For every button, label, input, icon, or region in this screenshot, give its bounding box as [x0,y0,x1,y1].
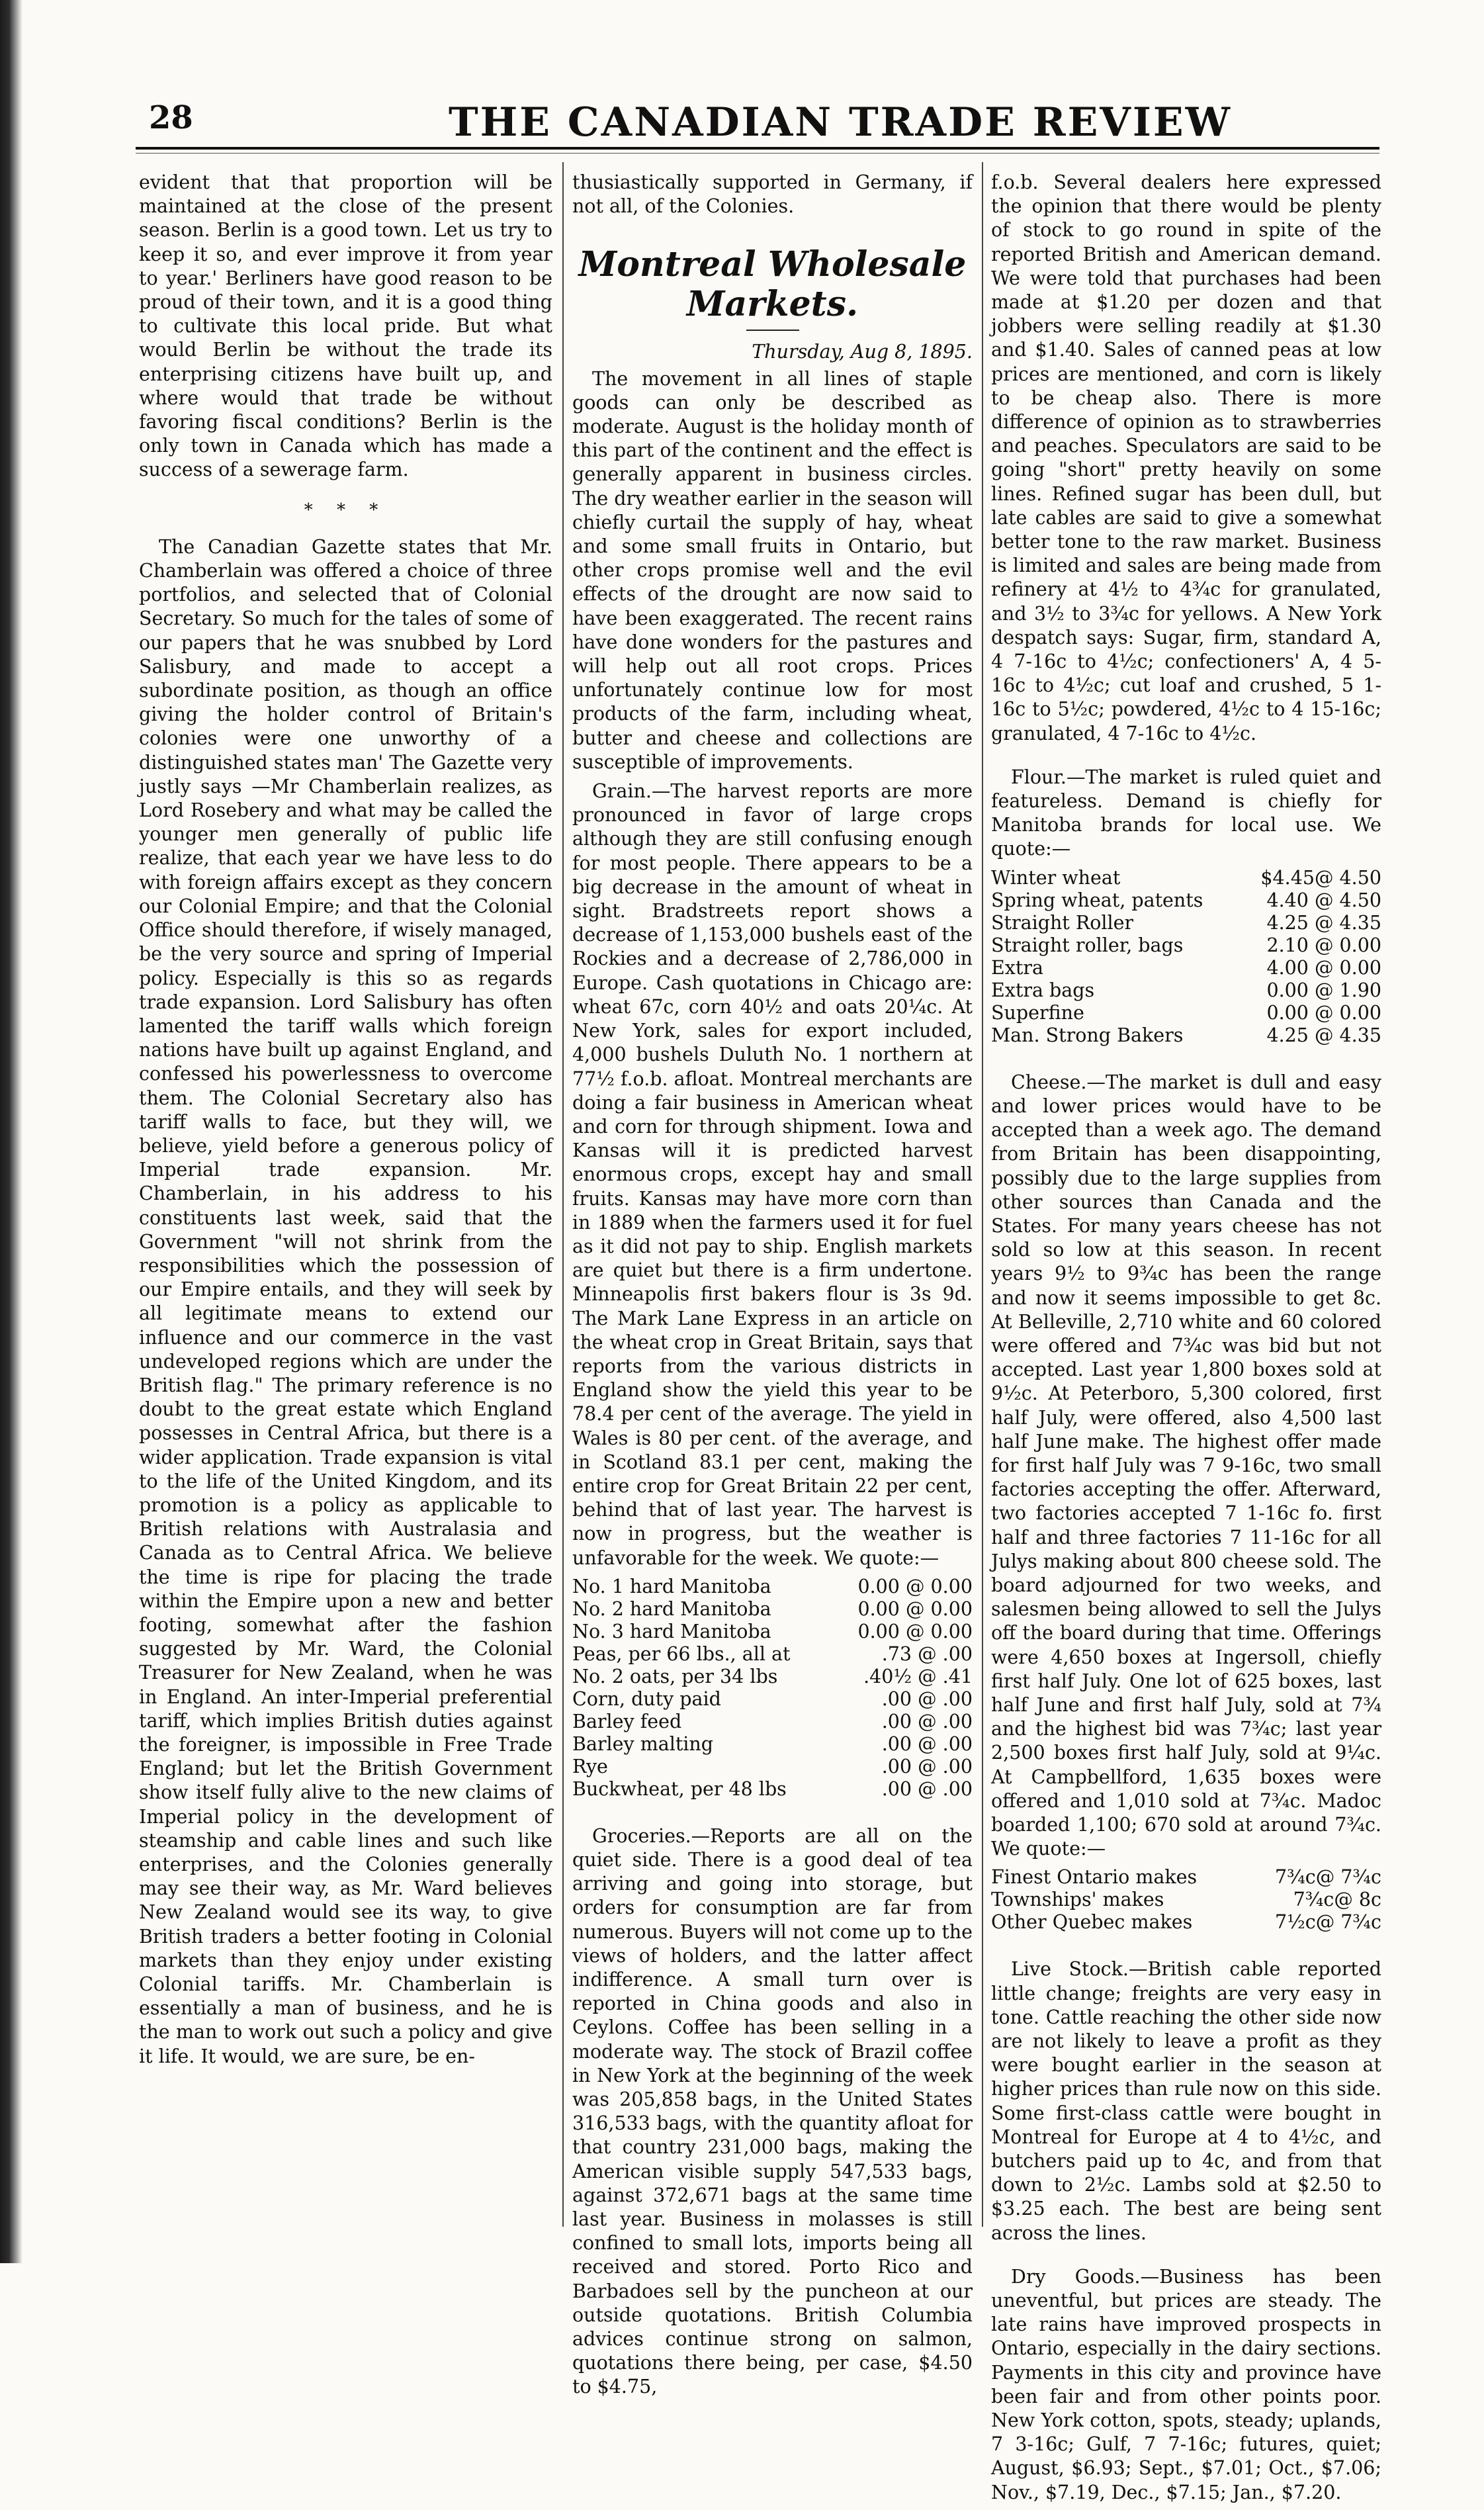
column-divider [562,162,564,2227]
column-middle [572,171,973,2405]
price-value: 7¾c@ 8c [1293,1889,1381,1911]
price-row [572,1598,973,1621]
price-value: 0.00 @ 0.00 [857,1597,973,1620]
price-value: .00 @ .00 [881,1710,973,1732]
price-item: No. 3 hard Manitoba [572,1620,771,1642]
price-item: Superfine [991,1001,1084,1024]
price-value: 0.00 @ 0.00 [857,1620,973,1642]
price-item: Spring wheat, patents [991,889,1203,911]
grain-price-list [572,1576,973,1801]
price-value: 7½c@ 7¾c [1275,1911,1381,1934]
price-value: 0.00 @ 1.90 [1266,979,1381,1001]
price-item: Buckwheat, per 48 lbs [572,1777,787,1800]
paragraph: thusiastically supported in Germany, if not all, of the Colonies. [572,171,973,218]
price-item: Man. Strong Bakers [991,1024,1184,1046]
price-value: 4.25 @ 4.35 [1266,1024,1381,1046]
price-row [572,1756,973,1778]
price-value: .00 @ .00 [881,1687,973,1710]
cheese-price-list [991,1866,1381,1934]
page-number: 28 [149,99,193,136]
paragraph: evident that that proportion will be maintained at the close of the present season. Berlin is a good town. Let us try to keep it so, and ever improve it from year to year.' Berliners have good reason to be proud of their town, and it is a good thing to cultivate this local pride. But what would Berlin be without the trade its enterprising citizens have built up, and where would that trade be without favoring fiscal conditions? Berlin is the only town in Canada which has made a success of a sewerage farm. [139,171,552,481]
paragraph: The Canadian Gazette states that Mr. Chamberlain was offered a choice of three portfolios, and selected that of Colonial Secretary. So much for the tales of some of our papers that he was snubbed by Lord Salisbury, and made to accept a subordinate position, as though an office giving the holder control of Britain's colonies were one unworthy of a distinguished states man' The Gazette very justly says —Mr Chamberlain realizes, as Lord Rosebery and what may be called the younger men generally of public life realize, that each year we have less to do with foreign affairs except as they concern our Colonial Empire; and that the Colonial Office should therefore, if wisely managed, be the very source and spring of Imperial policy. Especially is this so as regards trade expansion. Lord Salisbury has often lamented the tariff walls which foreign nations have built up against England, and confessed his powerlessness to overcome them. The Colonial Secretary also has tariff walls to face, but they will, we believe, yield before a generous policy of Imperial trade expansion. Mr. Chamberlain, in his address to his constituents last week, said that the Government "will not shrink from the responsibilities which the possession of our Empire entails, and they will seek by all legitimate means to extend our influence and our commerce in the vast undeveloped regions which are under the British flag." The primary reference is no doubt to the great estate which England possesses in Central Africa, but there is a wider application. Trade expansion is vital to the life of the United Kingdom, and its promotion is a policy as applicable to British relations with Australasia and Canada as to Central Africa. We believe the time is ripe for placing the trade within the Empire upon a new and better footing, somewhat after the fashion suggested by Mr. Ward, the Colonial Treasurer for New Zealand, when he was in England. An inter-Imperial preferential tariff, which implies British duties against the foreigner, is impossible in Free Trade England; but let the British Government show itself fully alive to the new claims of Imperial policy in the development of steamship and cable lines and such like enterprises, and the Colonies generally may see their way, as Mr. Ward believes New Zealand would see its way, to give British traders a better footing in Colonial markets than they enjoy under existing Colonial tariffs. Mr. Chamberlain is essentially a man of business, and he is the man to work out such a policy and give it life. It would, we are sure, be en- [139,535,552,2067]
price-row [991,957,1381,979]
price-value: 7¾c@ 7¾c [1275,1866,1381,1889]
price-row [572,1711,973,1733]
price-row [991,867,1381,889]
masthead: THE CANADIAN TRADE REVIEW [448,99,1233,146]
price-row [572,1666,973,1688]
paragraph: f.o.b. Several dealers here expressed the opinion that there would be plenty of stock to go round in spite of the reported British and American demand. We were told that purchases had been made at $1.20 per dozen and that jobbers were selling readily at $1.30 and $1.40. Sales of canned peas at low prices are mentioned, and corn is likely to be cheap also. There is more difference of opinion as to strawberries and peaches. Speculators are said to be going "short" pretty heavily on some lines. Refined sugar has been dull, but late cables are said to give a somewhat better tone to the raw market. Business is limited and sales are being made from refinery at 4½ to 4¾c for granulated, and 3½ to 3¾c for yellows. A New York despatch says: Sugar, firm, standard A, 4 7-16c to 4½c; confectioners' A, 4 5-16c to 4½c; cut loaf and crushed, 5 1-16c to 5½c; powdered, 4½c to 4 15-16c; granulated, 4 7-16c to 4½c. [991,171,1381,744]
price-row [991,1911,1381,1934]
price-value: .73 @ .00 [881,1642,973,1665]
flour-price-list [991,867,1381,1047]
price-row [572,1688,973,1711]
section-separator: * * * [304,500,388,520]
price-value: .00 @ .00 [881,1755,973,1777]
price-item: Finest Ontario makes [991,1866,1198,1889]
price-item: Barley feed [572,1710,682,1732]
price-row [572,1733,973,1756]
price-value: 4.25 @ 4.35 [1266,911,1381,934]
price-row [991,1889,1381,1911]
price-item: Straight roller, bags [991,934,1184,956]
price-row [572,1643,973,1666]
price-row [572,1576,973,1598]
price-row [991,1866,1381,1889]
spacer [991,1943,1381,1957]
price-value: 4.00 @ 0.00 [1266,956,1381,979]
price-value: .00 @ .00 [881,1732,973,1755]
price-item: Other Quebec makes [991,1911,1193,1934]
price-item: No. 2 oats, per 34 lbs [572,1665,778,1687]
price-row [991,1024,1381,1047]
price-value: 2.10 @ 0.00 [1266,934,1381,956]
header-rule-thin [136,153,1379,154]
title-rule [746,330,799,331]
paragraph: Flour.—The market is ruled quiet and featureless. Demand is chiefly for Manitoba brands for local use. We quote:— [991,766,1381,860]
price-row [572,1778,973,1801]
price-row [991,889,1381,912]
price-item: Corn, duty paid [572,1687,721,1710]
price-row [572,1621,973,1643]
price-value: 0.00 @ 0.00 [1266,1001,1381,1024]
spacer [991,1056,1381,1071]
price-item: Barley malting [572,1732,713,1755]
paragraph: Cheese.—The market is dull and easy and lower prices would have to be accepted than a week ago. The demand from Britain has been disappointing, possibly due to the large supplies from other sources than Canada and the States. For many years cheese has not sold so low at this season. In recent years 9½ to 9¾c has been the range and now it seems impossible to get 8c. At Belleville, 2,710 white and 60 colored were offered and 7¾c was bid but not accepted. Last year 1,800 boxes sold at 9½c. At Peterboro, 5,300 colored, first half July, were offered, also 4,500 last half June make. The highest offer made for first half July was 7 9-16c, two small factories accepting the offer. Afterward, two factories accepted 7 1-16c fo. first half and three factories 7 11-16c for all Julys making about 800 cheese sold. The board adjourned for two weeks, and salesmen being allowed to sell the Julys off the board during that time. Offerings were 4,650 boxes at Ingersoll, chiefly first half July. One lot of 625 boxes, last half June and first half July, sold at 7¾ and the highest bid was 7¾c; last year 2,500 boxes first half July, sold at 9¼c. At Campbellford, 1,635 boxes were offered and 1,010 sold at 7¾c. Madoc boarded 1,100; 670 sold at around 7¾c. We quote:— [991,1071,1381,1860]
price-item: Extra [991,956,1043,979]
spacer [991,751,1381,766]
price-item: Winter wheat [991,866,1121,889]
column-right [991,171,1381,2510]
paragraph: Live Stock.—British cable reported little change; freights are very easy in tone. Cattle reaching the other side now are not likely to leave a profit as they were bought earlier in the season at higher prices than rule now on this side. Some first-class cattle were bought in Montreal for Europe at 4 to 4½c, and butchers paid up to 4c, and from that down to 2½c. Lambs sold at $2.50 to $3.25 each. The best are being sent across the lines. [991,1958,1381,2244]
price-item: No. 1 hard Manitoba [572,1575,771,1597]
price-row [991,1002,1381,1024]
price-value: 4.40 @ 4.50 [1266,889,1381,911]
price-item: Peas, per 66 lbs., all at [572,1642,791,1665]
price-row [991,934,1381,957]
price-value: .40½ @ .41 [863,1665,973,1687]
section-title: Montreal Wholesale Markets. [578,244,967,325]
price-value: 0.00 @ 0.00 [857,1575,973,1597]
paragraph: Dry Goods.—Business has been uneventful, but prices are steady. The late rains have improved prospects in Ontario, especially in the dairy sections. Payments in this city and province have been fair and from other points poor. New York cotton, spots, steady; uplands, 7 3-16c; Gulf, 7 7-16c; futures, quiet; August, $6.93; Sept., $7.01; Oct., $7.06; Nov., $7.19, Dec., $7.15; Jan., $7.20. [991,2265,1381,2503]
price-row [991,979,1381,1002]
scan-edge [0,0,22,2263]
price-item: Townships' makes [991,1889,1164,1911]
price-value: $4.45@ 4.50 [1260,866,1381,889]
price-item: Extra bags [991,979,1095,1001]
paragraph: Grain.—The harvest reports are more pronounced in favor of large crops although they are still confusing enough for most people. There appears to be a big decrease in the amount of wheat in sight. Bradstreets report shows a decrease of 1,153,000 bushels east of the Rockies and a decrease of 2,786,000 in Europe. Cash quotations in Chicago are: wheat 67c, corn 40½ and oats 20¼c. At New York, sales for export included, 4,000 bushels Duluth No. 1 northern at 77½ f.o.b. afloat. Montreal merchants are doing a fair business in American wheat and corn for through shipment. Iowa and Kansas will it is predicted harvest enormous crops, except hay and small fruits. Kansas may have more corn than in 1889 when the farmers used it for fuel as it did not pay to ship. English markets are quiet but there is a firm undertone. Minneapolis first bakers flour is 3s 9d. The Mark Lane Express in an article on the wheat crop in Great Britain, says that reports from the various districts in England show the yield this year to be 78.4 per cent of the average. The yield in Wales is 80 per cent. of the average, and in Scotland 83.1 per cent, making the entire crop for Great Britain 22 per cent, behind that of last year. The harvest is now in progress, but the weather is unfavorable for the week. We quote:— [572,780,973,1569]
dateline: Thursday, Aug 8, 1895. [752,341,973,363]
column-left [139,171,552,2074]
price-value: .00 @ .00 [881,1777,973,1800]
paragraph: Groceries.—Reports are all on the quiet side. There is a good deal of tea arriving and going into storage, but orders for consumption are far from numerous. Buyers will not come up to the views of holders, and the latter affect indifference. A small turn over is reported in China goods and also in Ceylons. Coffee has been selling in a moderate way. The stock of Brazil coffee in New York at the beginning of the week was 205,858 bags, in the United States 316,533 bags, with the quantity afloat for that country 231,000 bags, making the American visible supply 547,533 bags, against 372,671 bags at the same time last year. Business in molasses is still confined to small lots, imports being all received and stored. Porto Rico and Barbadoes sell by the puncheon at our outside quotations. British Columbia advices continue strong on salmon, quotations there being, per case, $4.50 to $4.75, [572,1824,973,2398]
header-rule [136,147,1379,150]
paragraph: The movement in all lines of staple goods can only be described as moderate. August is the holiday month of this part of the continent and the effect is generally apparent in business circles. The dry weather earlier in the season will chiefly curtail the supply of hay, wheat and some small fruits in Ontario, but other crops promise well and the evil effects of the drought are now said to have been exaggerated. The recent rains have done wonders for the pastures and will help out all root crops. Prices unfortunately continue low for most products of the farm, including wheat, butter and cheese and collections are susceptible of improvements. [572,367,973,773]
price-item: No. 2 hard Manitoba [572,1597,771,1620]
column-divider [982,162,983,2227]
price-row [991,912,1381,934]
price-item: Rye [572,1755,608,1777]
price-item: Straight Roller [991,911,1134,934]
spacer [572,1810,973,1824]
